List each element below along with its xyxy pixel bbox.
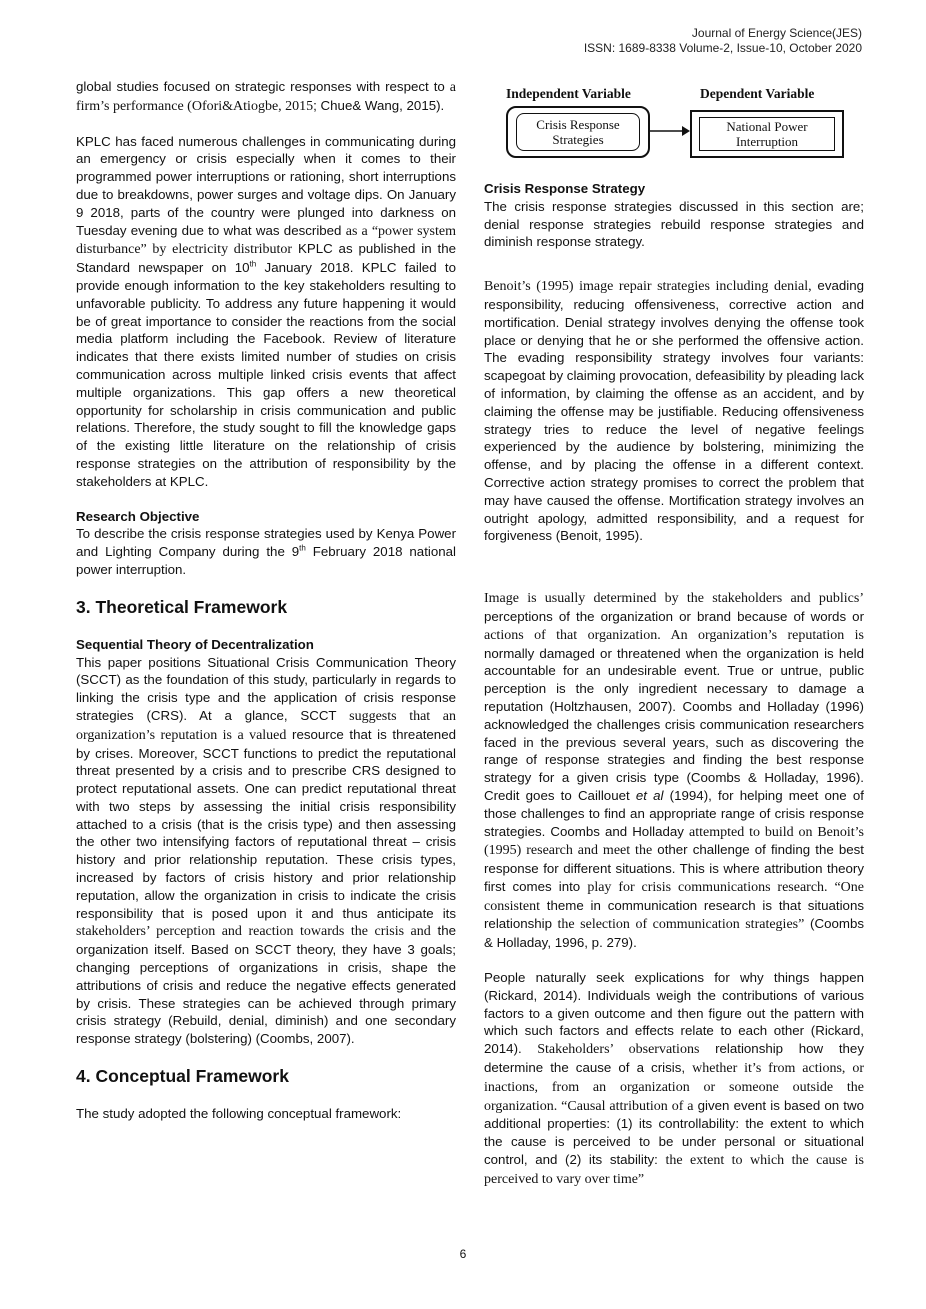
running-header bbox=[584, 26, 862, 56]
text-run: ; Chue& Wang, 2015). bbox=[313, 97, 445, 113]
page-number: 6 bbox=[459, 1247, 467, 1261]
text-run: To describe the crisis response strategies used by Kenya Power and Lighting Company during the 9 bbox=[76, 526, 456, 560]
section-heading-conceptual: 4. Conceptual Framework bbox=[76, 1066, 289, 1087]
right-column bbox=[484, 180, 864, 1206]
text-run: This paper positions Situational Crisis Communication Theory (SCCT) as the foundation of this study, particularly in regards to linking the crisis type and the application of crisis response strategies (CRS). At a glance, SCCT bbox=[76, 654, 456, 723]
text-run: the selection of communication strategies” bbox=[552, 917, 805, 933]
independent-variable-box bbox=[506, 106, 650, 158]
superscript: th bbox=[249, 259, 257, 269]
issn-line: ISSN: 1689-8338 Volume-2, Issue-10, October 2020 bbox=[583, 41, 862, 55]
text-run: Image is usually determined by the stakeholders and publics’ bbox=[484, 591, 864, 607]
text-run: Benoit’s (1995) image repair strategies including denial, bbox=[484, 279, 812, 295]
text-run: play for crisis communications research. “One consistent bbox=[484, 879, 864, 914]
text-run: suggests that an organization’s reputation is a valued bbox=[76, 708, 457, 743]
dependent-variable-box bbox=[690, 110, 844, 158]
section-heading-theoretical: 3. Theoretical Framework bbox=[76, 596, 288, 617]
subsection-heading-sequential: Sequential Theory of Decentralization bbox=[76, 636, 314, 652]
text-run: KPLC has faced numerous challenges in communicating during an emergency or crisis especially when it comes to their programmed power interruptions or rationing, short interruptions due to breakdowns, power surges and voltage dips. On January 9 2018, parts of the country were plunged into darkness on Tuesday evening due to what was described bbox=[76, 133, 456, 238]
text-run: stakeholders’ perception and reaction towards the crisis and bbox=[76, 924, 431, 940]
journal-title: Journal of Energy Science(JES) bbox=[691, 26, 862, 40]
text-run: whether it’s from actions, or inactions, from an organization or someone outside the organization. “Causal attribution of a bbox=[484, 1061, 865, 1114]
text-run: evading responsibility, reducing offensiveness, corrective action and mortification. Denial strategy involves denying the offense took place or denying that he or she performed the offensive action. The evading responsibility strategy involves four variants: scapegoat by claiming provocation, defeasibility by pleading lack of information, by claiming the offense as an accident, and by claiming the offense may be justifiable. Reducing offensiveness strategy tries to reduce the level of negative feelings experienced by the audience by bolstering, minimizing the offense, and by placing the offense in a different context. Corrective action strategy promises to correct the problem that may have caused the offense. Mortification strategy involves an outright apology, admitted responsibility, and a request for forgiveness (Benoit, 1995). bbox=[484, 278, 864, 544]
independent-variable-label: Independent Variable bbox=[506, 86, 631, 101]
arrow-icon bbox=[650, 124, 690, 138]
text-run: resource that is threatened by crises. Moreover, SCCT functions to predict the reputational threat presented by a crisis and to prescribe CRS designed to protect reputational assets. One can predict reputational threat with two steps by assessing the initial crisis responsibility attached to a crisis (that is the crisis type) and then assessing the other two intensifying factors of reputational threat – crisis history and prior relationship reputation. These crisis types, increased by factors of crisis history and prior relationship reputation, allow the organization in crisis to indicate the crisis responsibility that is posed upon it and thus anticipate its bbox=[76, 726, 456, 921]
left-column bbox=[76, 78, 456, 1140]
text-run: perceptions of the organization or brand because of words or bbox=[484, 608, 864, 624]
text-run: other challenge of finding the best response for different situations. This is where attribution theory first comes into bbox=[484, 842, 864, 894]
paragraph-conceptual: The study adopted the following conceptual framework: bbox=[76, 1106, 402, 1122]
text-run: February 2018 national power interruption. bbox=[76, 544, 456, 577]
dependent-box-text: National Power Interruption bbox=[726, 119, 808, 149]
text-run: actions of that organization. An organization’s reputation is bbox=[484, 627, 864, 643]
conceptual-framework-diagram bbox=[504, 84, 844, 160]
text-run: theme in communication research is that situations relationship bbox=[484, 897, 864, 932]
text-run: (1994), for helping meet one of those challenges to find an appropriate range of crisis response strategies. Coombs and Holladay bbox=[484, 787, 864, 839]
paragraph-crs: The crisis response strategies discussed in this section are; denial response strategies rebuild response strategies and diminish response strategy. bbox=[484, 198, 864, 250]
text-run: (Coombs & Holladay, 1996, p. 279). bbox=[484, 916, 864, 951]
text-run: as a “power system disturbance” by electricity distributor bbox=[76, 223, 457, 258]
text-run: relationship how they determine the cause of a crisis, bbox=[484, 1041, 864, 1076]
paragraph-scct bbox=[76, 654, 456, 1049]
text-run: attempted to build on Benoit’s (1995) research and meet the bbox=[484, 824, 864, 859]
text-run: normally damaged or threatened when the organization is held accountable for an undesirable event. True or untrue, public perception is the only ingredient necessary to damage a reputation (Holtzhausen, 2007). Coombs and Holladay (1996) acknowledged the challenges crisis communication researchers faced in the previous several years, such as discovering the range of response strategies and finding the best response strategy for a given crisis type (Coombs & Holladay, 1996). Credit goes to Caillouet bbox=[484, 645, 864, 803]
text-run: Stakeholders’ observations bbox=[521, 1042, 700, 1058]
crs-heading: Crisis Response Strategy bbox=[484, 181, 646, 196]
text-run: global studies focused on strategic responses with respect to bbox=[76, 79, 445, 94]
paragraph-kplc bbox=[76, 133, 456, 491]
text-run: People naturally seek explications for why things happen (Rickard, 2014). Individuals weigh the contributions of various factors to a given outcome and then figure out the pattern with which such factors and effects relate to each other (Rickard, 2014). bbox=[484, 970, 864, 1057]
text-run: given event is based on two additional properties: (1) its controllability: the extent to which the cause is perceived to be under personal or situational control, and (2) its stability: bbox=[484, 1097, 864, 1168]
research-objective-heading: Research Objective bbox=[76, 508, 200, 524]
text-run: a firm’s performance (Ofori&Atiogbe, 2015 bbox=[76, 80, 456, 114]
text-run: the organization itself. Based on SCCT theory, they have 3 goals; changing perceptions of organizations in crisis, shape the attributions of crisis and reduce the negative effects generated by crisis. These strategies can be achieved through primary crisis strategy (Rebuild, denial, diminish) and one secondary response strategy (bolstering) (Coombs, 2007). bbox=[76, 923, 456, 1047]
text-run: KPLC as published in the Standard newspaper on 10 bbox=[76, 241, 456, 276]
paragraph-benoit bbox=[484, 277, 864, 545]
independent-box-text: Crisis Response Strategies bbox=[536, 117, 620, 147]
text-run: January 2018. KPLC failed to provide enough information to the key stakeholders resulting to unfavorable publicity. To address any future happening it would be of great importance to consider the reactions from the social media platform including the Facebook. Review of literature indicates that there exists limited number of studies on crisis communication across multiple linked crisis events that affect multiple organizations. This gap offers a new theoretical opportunity for scholarship in crisis communication and public relations. Therefore, the study sought to fill the knowledge gaps of the existing little literature on the relationship of crisis response strategies on the attribution of responsibility by the stakeholders at KPLC. bbox=[76, 260, 456, 489]
paragraph-people bbox=[484, 969, 864, 1189]
text-run: the extent to which the cause is perceived to vary over time” bbox=[484, 1153, 864, 1187]
paragraph-intro-cont bbox=[76, 78, 456, 116]
paragraph-image bbox=[484, 589, 864, 952]
paragraph-research-objective bbox=[76, 525, 456, 578]
text-run: et al bbox=[635, 787, 664, 803]
superscript: th bbox=[299, 543, 306, 553]
dependent-variable-label: Dependent Variable bbox=[700, 86, 815, 101]
